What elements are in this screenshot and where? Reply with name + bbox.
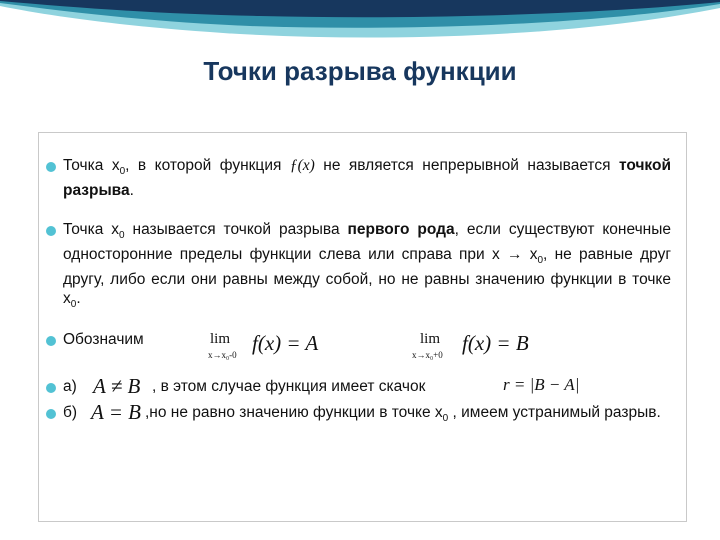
bullet-icon: [46, 409, 56, 419]
slide-title: Точки разрыва функции: [203, 56, 517, 86]
bullet-icon: [46, 336, 56, 346]
bullet-icon: [46, 226, 56, 236]
formula-a-equals-b: A = B: [91, 400, 141, 424]
bullet-text-removable: ,но не равно значению функции в точке $x_0$ , имеем устранимый разрыв.: [145, 404, 661, 425]
bullet-text-jump: , в этом случае функция имеет скачок: [152, 378, 426, 395]
bullet-prefix-a: а): [63, 378, 77, 395]
formula-a-not-equal-b: A ≠ B: [93, 374, 141, 398]
bullet-icon: [46, 162, 56, 172]
bullet-icon: [46, 383, 56, 393]
bullet-text-notation: Обозначим: [63, 331, 144, 348]
header-decoration: [0, 0, 720, 60]
bullet-text-discontinuity-definition: Точка $x_0$, в которой функция ƒ(x) не является непрерывной называется точкой разрыва.: [63, 157, 671, 200]
bullet-prefix-b: б): [63, 404, 78, 421]
formula-left-limit: lim x→x₀-0 f(x) = A: [208, 331, 319, 360]
formula-right-limit: lim x→x₀+0 f(x) = B: [412, 331, 529, 360]
bullet-text-first-kind: Точка $x_0$ называется точкой разрыва первого рода, если существуют конечные односторонние пределы функции слева или справа при $x \to x_0$, не равные друг другу, либо если они равны между собой, но не равны значению функции в точке $x_0$.: [63, 221, 671, 311]
formula-jump-magnitude: r = |B − A|: [503, 375, 580, 394]
